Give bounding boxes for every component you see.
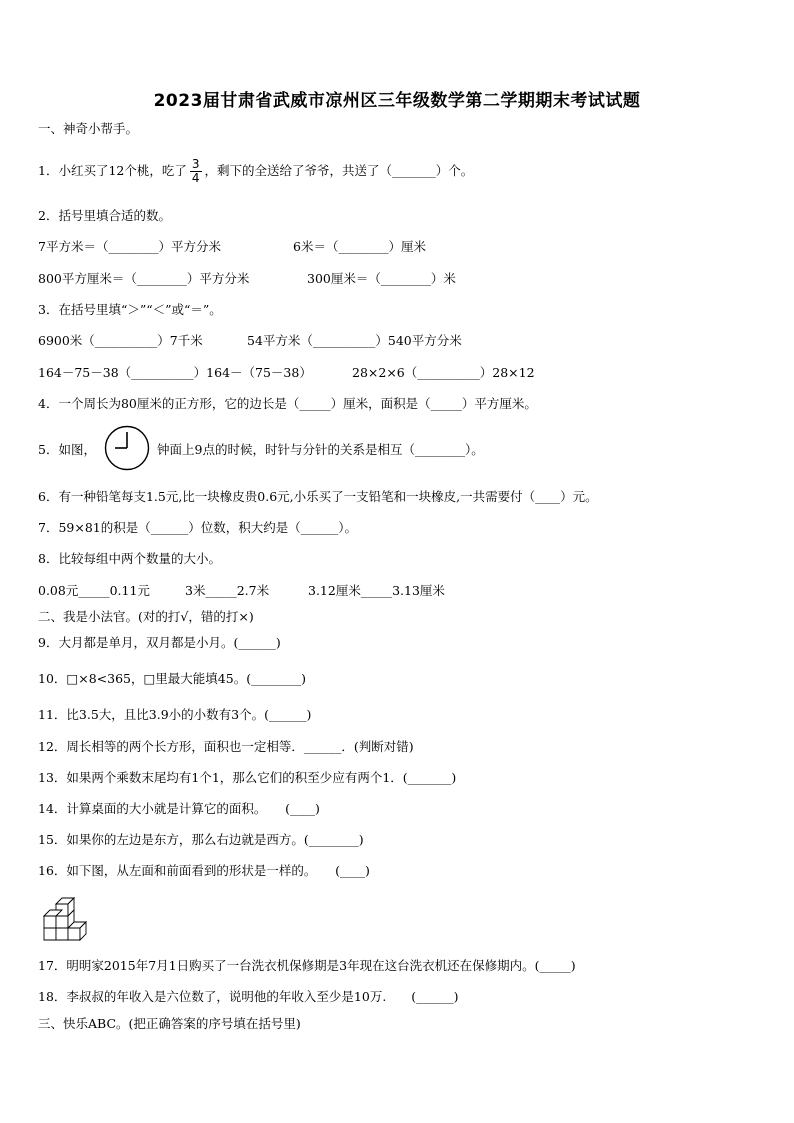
question-7: 7．59×81的积是（______）位数，积大约是（______）。	[38, 520, 357, 535]
question-18: 18．李叔叔的年收入是六位数了，说明他的年收入至少是10万. (______)	[38, 989, 459, 1004]
question-10: 10．□×8<365，□里最大能填45。(________)	[38, 671, 306, 686]
question-2c: 800平方厘米＝（________）平方分米	[38, 271, 250, 286]
question-2a: 7平方米＝（________）平方分米	[38, 239, 221, 254]
question-2b: 6米＝（________）厘米	[293, 239, 426, 254]
question-14: 14．计算桌面的大小就是计算它的面积。 (____)	[38, 801, 320, 816]
section-2-heading: 二、我是小法官。(对的打√，错的打×)	[38, 609, 254, 624]
section-1-heading: 一、神奇小帮手。	[38, 121, 139, 136]
question-8a: 0.08元_____0.11元	[38, 583, 150, 598]
fraction-numerator: 3	[191, 157, 200, 171]
question-4: 4．一个周长为80厘米的正方形，它的边长是（_____）厘米，面积是（_____）平方厘米。	[38, 396, 537, 411]
question-3a: 6900米（__________）7千米	[38, 333, 203, 348]
question-13: 13．如果两个乘数末尾均有1个1，那么它们的积至少应有两个1．(_______)	[38, 770, 457, 785]
stacked-cubes-figure	[38, 890, 90, 942]
question-2d: 300厘米＝（________）米	[307, 271, 456, 286]
fraction-three-quarters	[190, 158, 202, 185]
question-1-text-before: 1．小红买了12个桃，吃了	[38, 163, 187, 178]
question-8c: 3.12厘米_____3.13厘米	[308, 583, 445, 598]
question-12: 12．周长相等的两个长方形，面积也一定相等．______．(判断对错)	[38, 739, 414, 754]
question-6: 6．有一种铅笔每支1.5元,比一块橡皮贵0.6元,小乐买了一支铅笔和一块橡皮,一共需要付（____）元。	[38, 489, 598, 504]
page-title: 2023届甘肃省武威市凉州区三年级数学第二学期期末考试试题	[153, 91, 641, 111]
question-3: 3．在括号里填“＞”“＜”或“＝”。	[38, 302, 222, 317]
question-2: 2．括号里填合适的数。	[38, 208, 171, 223]
question-3d: 28×2×6（__________）28×12	[352, 365, 535, 380]
section-3-heading: 三、快乐ABC。(把正确答案的序号填在括号里)	[38, 1016, 301, 1031]
question-5-text-after: 钟面上9点的时候，时针与分针的关系是相互（________）。	[157, 442, 484, 457]
question-15: 15．如果你的左边是东方，那么右边就是西方。(________)	[38, 832, 364, 847]
question-16: 16．如下图，从左面和前面看到的形状是一样的。 (____)	[38, 863, 370, 878]
question-5-text-before: 5．如图，	[38, 442, 96, 457]
question-3c: 164－75－38（__________）164－（75－38）	[38, 365, 312, 380]
question-1	[38, 158, 473, 185]
question-8b: 3米_____2.7米	[185, 583, 270, 598]
question-1-text-after: ，剩下的全送给了爷爷，共送了（_______）个。	[204, 163, 474, 178]
question-17: 17．明明家2015年7月1日购买了一台洗衣机保修期是3年现在这台洗衣机还在保修期内。(_____)	[38, 958, 576, 973]
clock-face-icon	[104, 425, 150, 471]
question-3b: 54平方米（__________）540平方分米	[247, 333, 462, 348]
fraction-denominator: 4	[191, 171, 200, 185]
question-11: 11．比3.5大，且比3.9小的小数有3个。(______)	[38, 707, 312, 722]
question-9: 9．大月都是单月，双月都是小月。(______)	[38, 635, 281, 650]
question-8: 8．比较每组中两个数量的大小。	[38, 551, 221, 566]
